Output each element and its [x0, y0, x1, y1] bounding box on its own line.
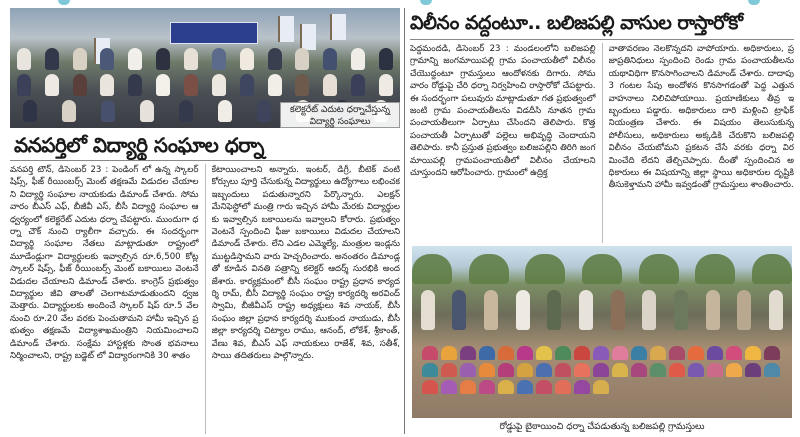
standing-crowd — [412, 290, 792, 330]
photo-caption: రోడ్డుపై బైఠాయించి ధర్నా చేపడుతున్న బలిజపల్లి గ్రామస్తులు — [499, 422, 705, 432]
crowd-back-row — [10, 48, 400, 70]
flag-icon — [300, 24, 316, 50]
flag-icon — [278, 16, 294, 42]
flag-icon — [330, 14, 346, 40]
top-marker-icon — [748, 0, 760, 5]
crowd-middle-row — [10, 74, 400, 96]
photo-caption: కలెక్టరేట్ ఎదుట ధర్నాచేస్తున్న విద్యార్థి సంఘాలు — [280, 102, 400, 128]
top-marker-icon — [58, 0, 70, 5]
left-article — [10, 8, 400, 434]
article-column: వనపర్తి టౌన్, డిసెంబర్ 23 : పెండింగ్ లో ఉన్న స్కాలర్ షిప్స్, ఫీజ్ రీయింబర్స్ మెంట్ తక్షణమే విడుదల చేయాలని విద్యార్థి సంఘాల నాయకుడు డిమాండ్ చేశారు. సోమవారం బీఎస్ ఎఫ్, బీజీవీ ఎస్, బీసీ విద్యార్థి సంఘాల ఆధ్వర్యంలో కలెక్టరేట్ ఎదుట ధర్నా చేపట్టారు. ముందుగా ధర్నా చౌక్ నుంచి ర్యాలీగా వచ్చారు. ఈ సందర్భంగా విద్యార్థి సంఘాల నేతలు మాట్లాడుతూ రాష్ట్రంలో మూడేండ్లుగా విద్యార్థులకు ఇవ్వాల్సిన రూ.6,500 కోట్ల స్కాలర్ షిప్స్, ఫీజ్ రీయింబర్స్ మెంట్ బకాయిలు వెంటనే విడుదల చేయాలని డిమాండ్ చేశారు. కాంగ్రెస్ ప్రభుత్వం విద్యార్థుల జీవి తాలతో చెలగాటమాడుతుందని ధ్వజమెత్తారు. విద్యార్థులకు అందించే స్కాలర్ షిప్ రూ.5 వేల నుంచి రూ.20 వేల వరకు పెంచుతామని హామీ ఇచ్చిన ప్రభుత్వం తక్షణమే విద్యాశాఖమంత్రిని నియమించాలని డిమాండ్ చేశారు. సంక్షేమ హాస్టళ్లకు సొంత భవనాలు నిర్మించాలని, రాష్ట్ర బడ్జెట్ లో విద్యారంగానికి 30 శాతం — [10, 165, 199, 362]
tree-line — [412, 254, 792, 284]
column-divider — [602, 43, 603, 243]
article-body — [10, 164, 400, 434]
seated-protesters — [412, 346, 792, 394]
article-column: వాతావరణం నెలకొన్నదని వాపోయారు. అధికారులు, ప్రజాప్రతినిధులు స్పందించి రెండు గ్రామ పంచాయతీలను యథావిధిగా కొనసాగించాలని డిమాండ్ చేశారు. దాదాపు 3 గంటల సేపు అందోళన కొనసాగడంతో పెద్ద ఎత్తున వాహనాలు నిలిచిపోయాయి. ప్రయాణికులు తీవ్ర ఇబ్బందులు పడ్డారు. అధికారులు దారి మళ్లించి ట్రాఫిక్ నియంత్రణ చేశారు. ఈ విషయం తెలుసుకున్న పోలీసులు, అధికారులు అక్కడికి చేరుకొని బలిజపల్లి విలీనం చేయబోమని ప్రకటన చేసే వరకు ధర్నా విరమించేది లేదని తేల్చిచెప్పారు. దీంతో స్పందించిన అధికారులు ఈ విషయాన్ని జిల్లా స్థాయి అధికారుల దృష్టికి తీసుకెళ్తామని హామీ ఇవ్వడంతో గ్రామస్తులు శాంతించారు. — [608, 44, 794, 191]
right-article — [410, 8, 794, 434]
top-marker-icon — [420, 0, 432, 5]
headline: విలీనం వద్దంటూ.. బలిజపల్లి వాసుల రాస్తారోకో — [410, 12, 743, 34]
article-column: కేటాయించాలని అన్నారు. ఇంటర్, డిగ్రీ, బీటెక్ వంటి కోర్సులు పూర్తి చేసుకున్న విద్యార్థులు ఉద్యోగాలు లభించక ఇబ్బందులు పడుతున్నారని పేర్కొన్నారు. ఎలక్షన్ మేనిఫెస్టోలో మంత్రి గారు ఇచ్చిన హామీ మేరకు విద్యార్థులకు ఇవ్వాల్సిన బకాయిలను ఇవ్వాలని కోరారు. ప్రభుత్వం వెంటనే స్పందించి ఫీజు బకాయిలు విడుదల చేయాలని డిమాండ్ చేశారు. లేని ఎడల ఎమ్మెల్యే, మంత్రుల ఇండ్లను ముట్టడిస్తామని వారు హెచ్చరించారు. అనంతరం డిమాండ్లతో కూడిన వినతి పత్రాన్ని కలెక్టర్ ఆదర్శ్ సురభికి అందజేశారు. కార్యక్రమంలో బీసీ సంఘం రాష్ట్ర ప్రధాన కార్యదర్శి రామ్, బీసీ విద్యార్థి సంఘం రాష్ట్ర కార్యదర్శి అరవింద్ స్వామి, బీజీవీఎస్ రాష్ట్ర అధ్యక్షులు శివ నాయక్, బీసీ సంఘం జిల్లా ప్రధాన కార్యదర్శి ముకుంద నాయుడు, బీసీ జిల్లా కార్యదర్శి చిట్యాల రాము, ఆనంద్, లోకేశ్, శ్రీకాంత్, వేణు శివ, బీఎస్ ఎఫ్ నాయకులు రాజేశ్, శివ, సతీశ్, సాయి తదితరులు పాల్గొన్నారు. — [211, 165, 400, 362]
article-body — [410, 43, 794, 243]
article-column: పెద్దమందడి, డిసెంబర్ 23 : మండలంలోని బలిజపల్లి గ్రామాన్ని జంగమాయిపల్లి గ్రామ పంచాయతీలో విలీనం చేయొద్దంటూ గ్రామస్తులు ఆందోళనకు దిగారు. సోమవారం రోడ్డుపై చేరి ధర్నా నిర్వహించి రాస్తారోకో చేపట్టారు. ఈ సందర్భంగా పలువురు మాట్లాడుతూ గత ప్రభుత్వంలో జంటి గ్రామ పంచాయతీలను విడదీసి నూతన గ్రామపంచాయతీలుగా ఏర్పాటు చేసిందని తెలిపారు. కొత్త పంచాయతీ ఏర్పాటుతో పల్లెలు అభివృద్ధి చెందాయని తెలిపారు. కానీ ప్రస్తుత ప్రభుత్వం బలిజపల్లిని తిరిగి జంగమాయిపల్లి గ్రామపంచాయతీలో విలీనం చేయాలని చూస్తుందని ఆరోపించారు. గ్రామంలో ఉద్రిక్త — [410, 44, 596, 179]
headline: వనపర్తిలో విద్యార్థి సంఘాల ధర్నా — [14, 133, 264, 157]
divider — [10, 160, 400, 161]
divider — [410, 39, 794, 40]
roadblock-photo — [412, 246, 792, 418]
article-divider — [404, 8, 405, 434]
protest-photo — [10, 8, 400, 128]
protest-banner — [170, 22, 258, 44]
column-divider — [205, 164, 206, 434]
